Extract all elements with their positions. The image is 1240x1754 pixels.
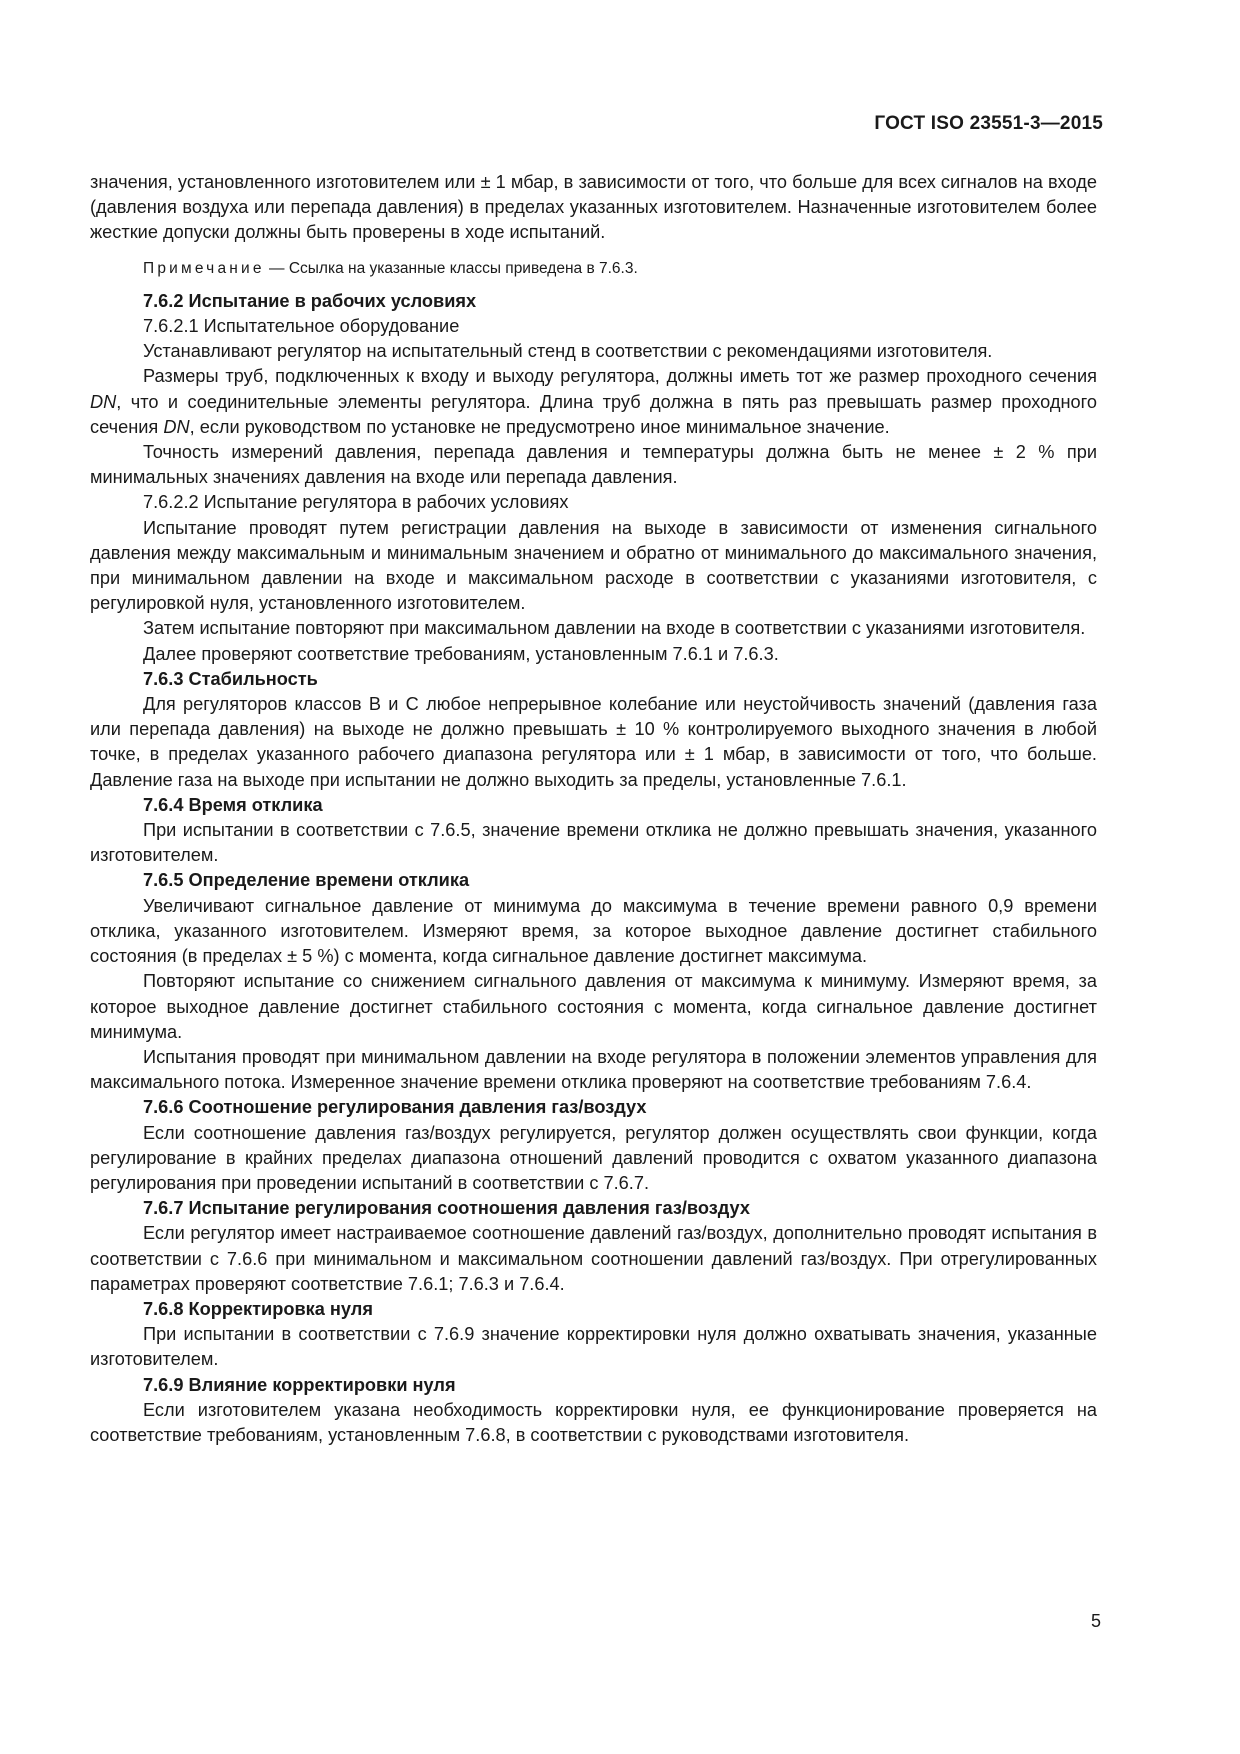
section-heading-7-6-7: 7.6.7 Испытание регулирования соотношения давления газ/воздух [143, 1198, 751, 1219]
section-heading-7-6-3: 7.6.3 Стабильность [143, 668, 318, 689]
section-heading-7-6-8: 7.6.8 Корректировка нуля [143, 1298, 373, 1319]
paragraph: Устанавливают регулятор на испытательный стенд в соответствии с рекомендациями изготовителя. [143, 341, 993, 362]
paragraph: Затем испытание повторяют при максимальном давлении на входе в соответствии с указаниями изготовителя. [143, 618, 1086, 639]
text-segment: , что и соединительные элементы регулятора. Длина труб должна в пять раз превышать размер проходного сечения [90, 391, 1097, 437]
paragraph-pipe-sizes [90, 364, 1097, 440]
paragraph: При испытании в соответствии с 7.6.9 значение корректировки нуля должно охватывать значения, указанные изготовителем. [90, 1324, 1097, 1370]
paragraph: Увеличивают сигнальное давление от минимума до максимума в течение времени равного 0,9 времени отклика, указанного изготовителем. Измеряют время, за которое выходное давление достигнет стабильного состояния (в пределах ± 5 %) с момента, когда сигнальное давление достигнет максимума. [90, 895, 1097, 967]
paragraph: При испытании в соответствии с 7.6.5, значение времени отклика не должно превышать значения, указанного изготовителем. [90, 820, 1097, 866]
standard-header: ГОСТ ISO 23551-3—2015 [874, 113, 1103, 134]
paragraph: Повторяют испытание со снижением сигнального давления от максимума к минимуму. Измеряют время, за которое выходное давление достигнет стабильного состояния с момента, когда сигнальное давление достигнет минимума. [90, 971, 1097, 1042]
dn-symbol: DN [163, 416, 190, 437]
section-heading-7-6-6: 7.6.6 Соотношение регулирования давления газ/воздух [143, 1097, 647, 1118]
section-heading-7-6-9: 7.6.9 Влияние корректировки нуля [143, 1374, 456, 1395]
paragraph: Если соотношение давления газ/воздух регулируется, регулятор должен осуществлять свои функции, когда регулирование в крайних пределах диапазона отношений давлений проводится с охватом указанного диапазона регулирования при проведении испытаний в соответствии с 7.6.7. [90, 1122, 1097, 1193]
note [90, 256, 1097, 281]
section-heading-7-6-2: 7.6.2 Испытание в рабочих условиях [143, 290, 477, 311]
dn-symbol: DN [90, 391, 117, 412]
text-segment: Размеры труб, подключенных к входу и выходу регулятора, должны иметь тот же размер проходного сечения [143, 366, 1097, 387]
note-label: Примечание [143, 259, 265, 277]
paragraph-continuation: значения, установленного изготовителем или ± 1 мбар, в зависимости от того, что больше для всех сигналов на входе (давления воздуха или перепада давления) в пределах указанных изготовителем. Назначенные изготовителем более жесткие допуски должны быть проверены в ходе испытаний. [90, 172, 1097, 243]
subsection-7-6-2-1: 7.6.2.1 Испытательное оборудование [143, 316, 460, 337]
document-body [90, 170, 1097, 1448]
subsection-7-6-2-2: 7.6.2.2 Испытание регулятора в рабочих условиях [143, 492, 569, 513]
page-number: 5 [1090, 1611, 1101, 1631]
paragraph: Испытания проводят при минимальном давлении на входе регулятора в положении элементов управления для максимального потока. Измеренное значение времени отклика проверяют на соответствие требованиям 7.6.4. [90, 1046, 1097, 1093]
paragraph: Для регуляторов классов В и С любое непрерывное колебание или неустойчивость значений (давления газа или перепада давления) на выходе не должно превышать ± 10 % контролируемого выходного значения в любой точке, в пределах указанного рабочего диапазона регулятора или ± 1 мбар, в зависимости от того, что больше. Давление газа на выходе при испытании не должно выходить за пределы, установленные 7.6.1. [90, 694, 1097, 790]
paragraph: Если регулятор имеет настраиваемое соотношение давлений газ/воздух, дополнительно проводят испытания в соответствии с 7.6.6 при минимальном и максимальном соотношении давлений газ/воздух. При отрегулированных параметрах проверяют соответствие 7.6.1; 7.6.3 и 7.6.4. [90, 1223, 1097, 1294]
paragraph: Испытание проводят путем регистрации давления на выходе в зависимости от изменения сигнального давления между максимальным и минимальным значением и обратно от минимального до максимального значения, при минимальном давлении на входе и максимальном расходе в соответствии с указаниями изготовителя, с регулировкой нуля, установленного изготовителем. [90, 517, 1097, 614]
paragraph: Точность измерений давления, перепада давления и температуры должна быть не менее ± 2 % при минимальных значениях давления на входе или перепада давления. [90, 442, 1097, 488]
paragraph: Если изготовителем указана необходимость корректировки нуля, ее функционирование проверяется на соответствие требованиям, установленным 7.6.8, в соответствии с руководствами изготовителя. [90, 1399, 1097, 1445]
text-segment: , если руководством по установке не предусмотрено иное минимальное значение. [189, 416, 890, 437]
paragraph: Далее проверяют соответствие требованиям, установленным 7.6.1 и 7.6.3. [143, 643, 779, 664]
section-heading-7-6-4: 7.6.4 Время отклика [143, 794, 323, 815]
section-heading-7-6-5: 7.6.5 Определение времени отклика [143, 870, 470, 891]
note-text: — Ссылка на указанные классы приведена в 7.6.3. [264, 259, 638, 277]
